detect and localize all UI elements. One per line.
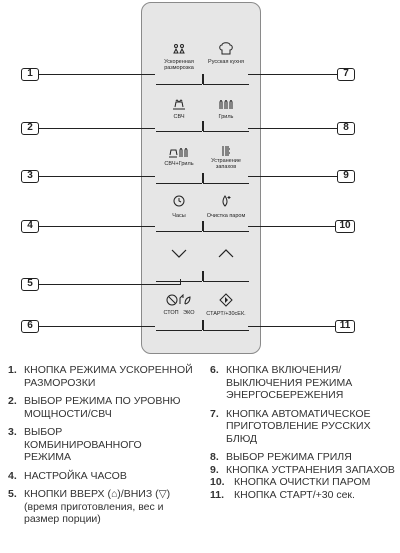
defrost-label: Ускоренная разморозка: [164, 59, 194, 71]
up-button[interactable]: [203, 243, 249, 282]
legend-num: 7.: [210, 407, 219, 420]
legend-num: 9.: [210, 463, 219, 476]
grill-button[interactable]: [203, 93, 249, 132]
chef-hat-icon: [219, 42, 233, 55]
legend-text: КНОПКА АВТОМАТИЧЕСКОЕ ПРИГОТОВЛЕНИЕ РУССКИХ БЛЮД: [226, 407, 371, 445]
legend-item: [210, 489, 395, 502]
legend-item: [8, 364, 198, 389]
legend-text: ВЫБОР РЕЖИМА ГРИЛЯ: [226, 451, 352, 463]
legend-num: 3.: [8, 426, 17, 438]
legend-item: [210, 476, 395, 489]
grill-icon: [218, 99, 234, 110]
russian-cuisine-label: Русская кухня: [208, 59, 244, 65]
eco-label: ЭКО: [183, 310, 195, 316]
combo-label: СВЧ+Гриль: [164, 161, 194, 167]
legend-num: 8.: [210, 451, 219, 463]
legend-text: КНОПКА РЕЖИМА УСКОРЕННОЙ РАЗМОРОЗКИ: [24, 364, 193, 389]
steam-clean-button[interactable]: [203, 193, 249, 232]
callout-6: 6: [21, 320, 39, 333]
callout-8: 8: [337, 122, 355, 135]
legend-text: НАСТРОЙКА ЧАСОВ: [24, 469, 127, 482]
legend-right: [210, 364, 395, 501]
down-button[interactable]: [156, 243, 202, 282]
leader-line: [180, 279, 181, 285]
legend-text: КНОПКА ВКЛЮЧЕНИЯ/ ВЫКЛЮЧЕНИЯ РЕЖИМА ЭНЕРГОСБЕРЕЖЕНИЯ: [226, 364, 353, 401]
microwave-label: СВЧ: [173, 114, 185, 120]
legend-text-sub: (время приготовления, вес и размер порции): [24, 500, 164, 525]
stop-eco-label: [156, 310, 202, 316]
defrost-button[interactable]: [156, 39, 202, 85]
callout-5: 5: [21, 278, 39, 291]
odor-removal-button[interactable]: [203, 143, 249, 184]
legend-num: 1.: [8, 364, 17, 376]
stop-eco-button[interactable]: [156, 290, 202, 331]
legend-text: КНОПКА СТАРТ/+30 сек.: [234, 488, 355, 501]
legend-num: 4.: [8, 469, 17, 482]
up-arrow-icon: [218, 249, 234, 258]
clock-label: Часы: [172, 213, 186, 219]
leader-line: [38, 176, 155, 177]
leader-line: [248, 176, 338, 177]
callout-7: 7: [337, 68, 355, 81]
legend-item: [8, 470, 198, 483]
legend-item: [210, 364, 395, 402]
steam-clean-label: Очистка паром: [206, 213, 246, 219]
callout-4: 4: [21, 220, 39, 233]
stop-label: СТОП: [163, 310, 179, 316]
legend-item: [210, 451, 395, 464]
callout-10: 10: [335, 220, 355, 233]
microwave-grill-icon: [168, 147, 190, 158]
legend-text: КНОПКА ОЧИСТКИ ПАРОМ: [234, 476, 371, 488]
leader-line: [38, 74, 155, 75]
legend-text: ВЫБОР РЕЖИМА ПО УРОВНЮ МОЩНОСТИ/СВЧ: [24, 395, 181, 420]
legend-num: 10.: [210, 476, 225, 488]
clock-icon: [173, 195, 185, 207]
control-panel: [141, 2, 261, 354]
leader-line: [38, 128, 155, 129]
legend-item: [8, 395, 198, 420]
grill-label: Гриль: [218, 114, 234, 120]
leader-line: [38, 326, 155, 327]
legend-text: ВЫБОР КОМБИНИРОВАННОГО РЕЖИМА: [24, 426, 142, 463]
odor-removal-label: Устранение запахов: [211, 158, 241, 170]
russian-cuisine-button[interactable]: [203, 39, 249, 85]
microwave-icon: [171, 99, 187, 110]
leader-line: [248, 128, 338, 129]
legend-num: 2.: [8, 395, 17, 407]
down-arrow-icon: [171, 249, 187, 258]
legend-text: КНОПКА УСТРАНЕНИЯ ЗАПАХОВ: [226, 463, 395, 476]
legend-item: [8, 426, 198, 464]
clock-button[interactable]: [156, 193, 202, 232]
callout-3: 3: [21, 170, 39, 183]
start-label: СТАРТ/+30сЕК.: [206, 311, 246, 317]
leader-line: [248, 74, 338, 75]
legend-left: [8, 364, 198, 526]
legend-item: [210, 408, 395, 446]
steam-drop-icon: [220, 195, 232, 207]
legend-item: [210, 464, 395, 477]
legend-num: 11.: [210, 488, 225, 501]
combo-button[interactable]: [156, 143, 202, 184]
callout-1: 1: [21, 68, 39, 81]
legend-item: [8, 488, 198, 526]
callout-2: 2: [21, 122, 39, 135]
leader-line: [38, 284, 181, 285]
odor-icon: [220, 145, 232, 157]
leader-line: [248, 226, 338, 227]
leader-line: [248, 326, 338, 327]
legend-text-main: КНОПКИ ВВЕРХ (⌂)/ВНИЗ (▽): [24, 488, 171, 500]
legend-text: [24, 488, 198, 526]
leader-line: [38, 226, 155, 227]
defrost-icon: [171, 43, 187, 55]
start-button[interactable]: [203, 290, 249, 331]
legend-num: 6.: [210, 364, 219, 376]
callout-11: 11: [335, 320, 355, 333]
start-diamond-icon: [219, 293, 233, 307]
legend-num: 5.: [8, 488, 17, 500]
stop-eco-icon: [166, 294, 192, 306]
callout-9: 9: [337, 170, 355, 183]
microwave-button[interactable]: [156, 93, 202, 132]
